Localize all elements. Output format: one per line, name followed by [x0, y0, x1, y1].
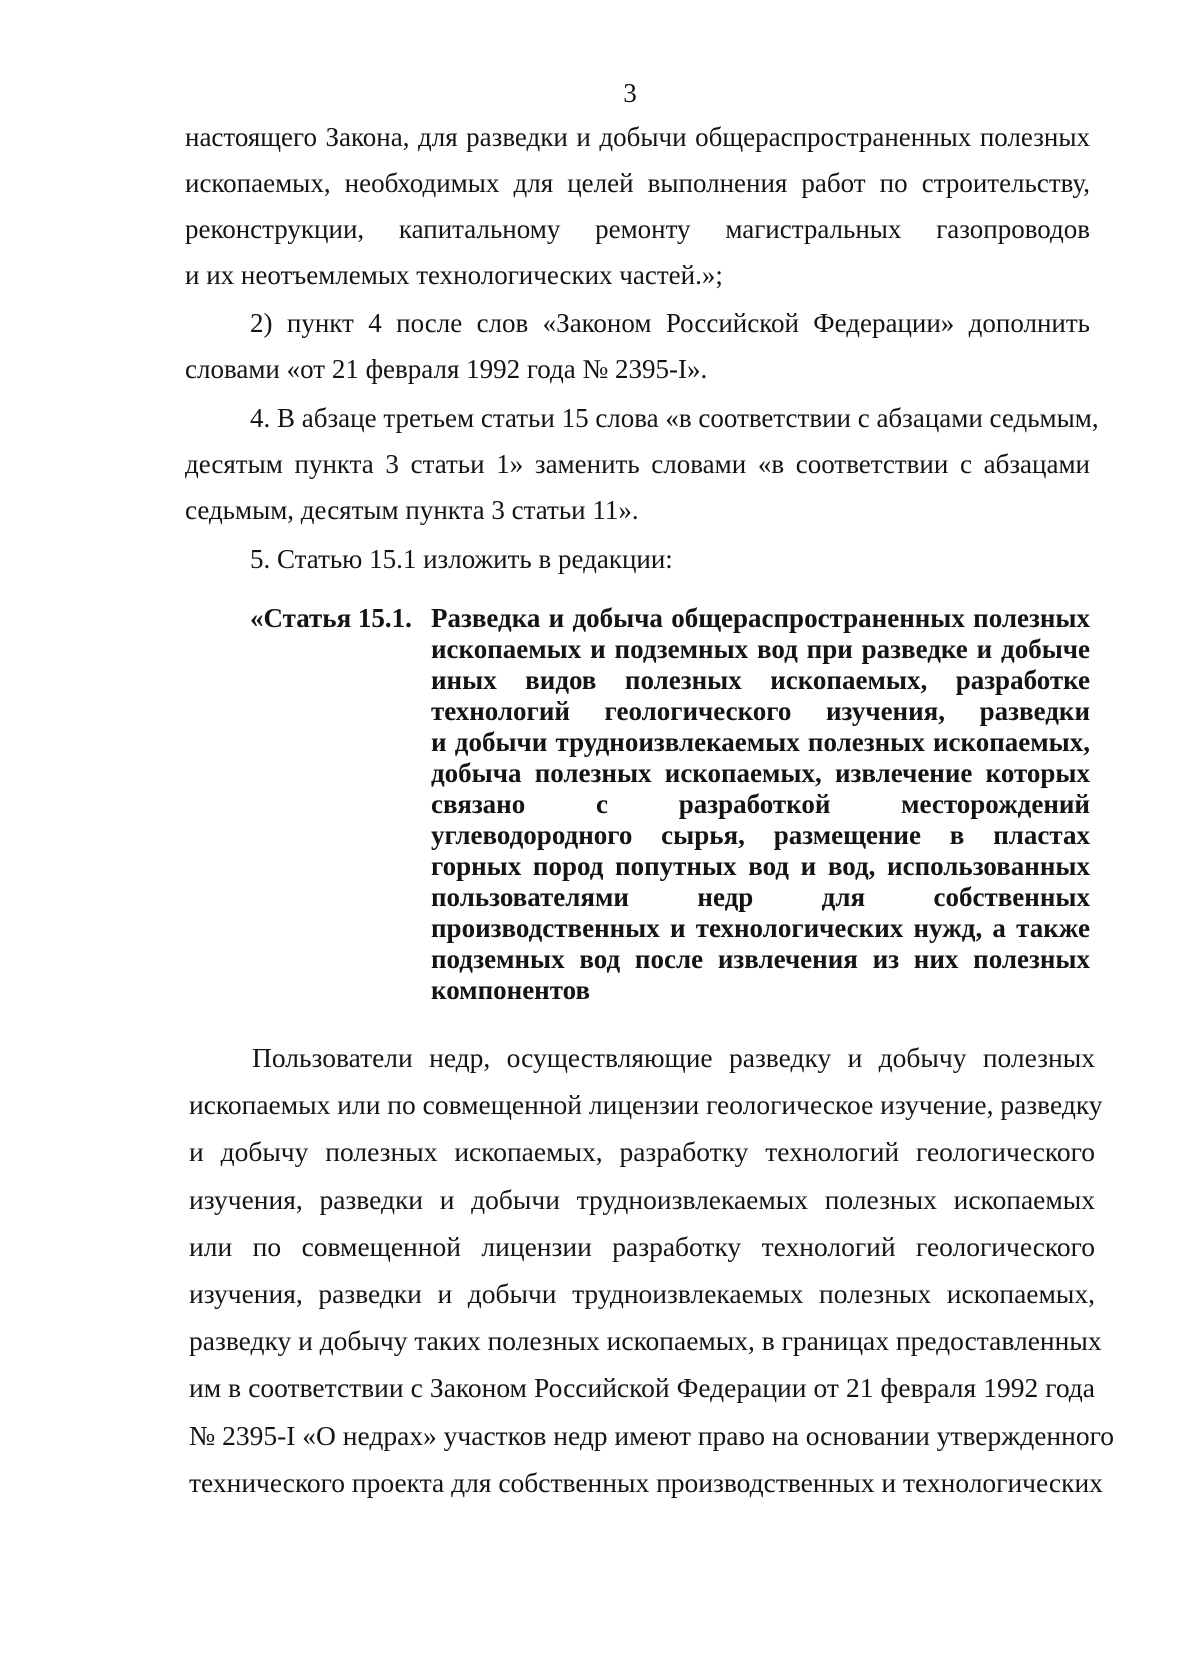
article-label: «Статья 15.1.	[250, 603, 412, 633]
text-line: изучения, разведки и добычи трудноизвлекаемых полезных ископаемых,	[189, 1278, 1095, 1310]
paragraph-item-2	[185, 300, 1090, 392]
paragraph-item-4	[185, 395, 1099, 533]
page-number: 3	[623, 78, 637, 108]
title-line: и добычи трудноизвлекаемых полезных ископаемых,	[431, 727, 1090, 757]
text-line: № 2395-I «О недрах» участков недр имеют право на основании утвержденного	[189, 1419, 1114, 1451]
paragraph-item-5	[250, 536, 1090, 582]
text-line: или по совмещенной лицензии разработку технологий геологического	[189, 1230, 1095, 1262]
text-line: настоящего Закона, для разведки и добычи общераспространенных полезных	[185, 122, 1090, 152]
title-line: технологий геологического изучения, разведки	[431, 696, 1090, 726]
title-line: ископаемых и подземных вод при разведке и добыче	[431, 634, 1090, 664]
text-line: 2) пункт 4 после слов «Законом Российской Федерации» дополнить	[250, 308, 1090, 338]
text-line: Пользователи недр, осуществляющие разведку и добычу полезных	[252, 1042, 1095, 1073]
text-line: седьмым, десятым пункта 3 статьи 11».	[185, 495, 639, 525]
title-line: добыча полезных ископаемых, извлечение которых	[431, 758, 1090, 788]
text-line: и их неотъемлемых технологических частей.»;	[185, 260, 723, 290]
title-line: горных пород попутных вод и вод, использованных	[431, 851, 1090, 881]
text-line: десятым пункта 3 статьи 1» заменить словами «в соответствии с абзацами	[185, 449, 1090, 479]
text-line: 5. Статью 15.1 изложить в редакции:	[250, 544, 673, 574]
title-line: производственных и технологических нужд, а также	[431, 913, 1090, 943]
text-line: 4. В абзаце третьем статьи 15 слова «в соответствии с абзацами седьмым,	[250, 403, 1099, 433]
text-line: ископаемых, необходимых для целей выполнения работ по строительству,	[185, 168, 1090, 198]
article-title	[431, 603, 1090, 1006]
text-line: технического проекта для собственных производственных и технологических	[189, 1466, 1103, 1498]
title-line: компонентов	[431, 975, 591, 1005]
title-line: иных видов полезных ископаемых, разработке	[431, 665, 1090, 695]
paragraph-law-continuation	[185, 114, 1090, 298]
text-line: разведку и добычу таких полезных ископаемых, в границах предоставленных	[189, 1325, 1102, 1357]
text-line: им в соответствии с Законом Российской Федерации от 21 февраля 1992 года	[189, 1372, 1095, 1404]
text-line: и добычу полезных ископаемых, разработку технологий геологического	[189, 1136, 1095, 1168]
paragraph-article-body	[189, 1034, 1114, 1506]
text-line: реконструкции, капитальному ремонту магистральных газопроводов	[185, 214, 1090, 244]
title-line: пользователями недр для собственных	[431, 882, 1090, 912]
title-line: Разведка и добыча общераспространенных полезных	[431, 603, 1090, 633]
text-line: словами «от 21 февраля 1992 года № 2395-I».	[185, 354, 708, 384]
text-line: изучения, разведки и добычи трудноизвлекаемых полезных ископаемых	[189, 1183, 1095, 1215]
title-line: связано с разработкой месторождений	[431, 789, 1090, 819]
title-line: углеводородного сырья, размещение в пластах	[431, 820, 1090, 850]
title-line: подземных вод после извлечения из них полезных	[431, 944, 1090, 974]
text-line: ископаемых или по совмещенной лицензии геологическое изучение, разведку	[189, 1089, 1103, 1121]
